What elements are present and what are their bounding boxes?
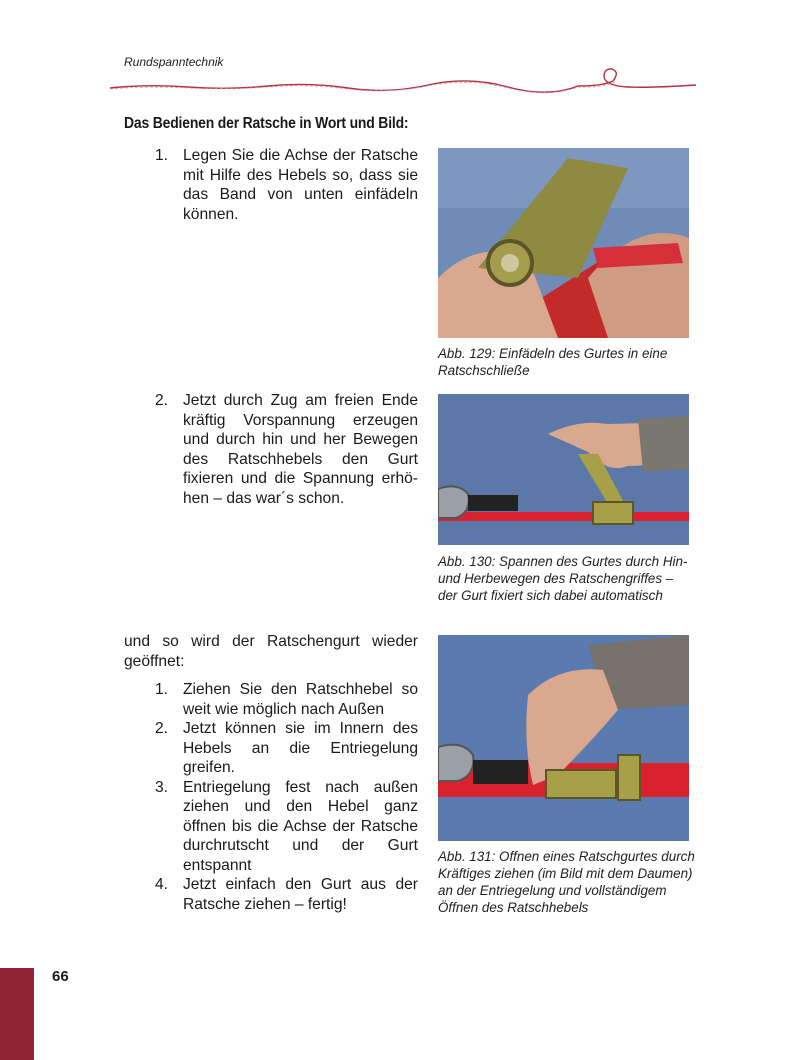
- figure-131-photo: [438, 635, 689, 841]
- step-text: Ziehen Sie den Ratschhebel so weit wie möglich nach Außen: [183, 681, 418, 718]
- list-item: [155, 875, 418, 914]
- step-number: 3.: [155, 778, 169, 796]
- step-text: Entriegelung fest nach außen ziehen und den Hebel ganz öffnen bis die Achse der Ratsche durchrutscht und der Gurt entspannt: [183, 778, 418, 874]
- step-number: 2.: [155, 720, 169, 737]
- list-item: [155, 680, 418, 719]
- steps-list-release: [155, 680, 418, 914]
- running-head: Rundspanntechnik: [124, 55, 224, 69]
- step-number: 1.: [155, 681, 169, 698]
- rope-divider: [108, 64, 698, 100]
- figure-130-caption: Abb. 130: Spannen des Gurtes durch Hin- und Herbewegen des Ratschengriffes – der Gurt fixiert sich dabei automatisch: [438, 554, 688, 603]
- ratchet-threading-image: [438, 148, 689, 338]
- section-title: Das Bedienen der Ratsche in Wort und Bild:: [124, 115, 409, 132]
- steps-list-tension: [155, 391, 418, 508]
- figure-129-caption: Abb. 129: Einfädeln des Gurtes in eine Ratschschließe: [438, 346, 668, 378]
- figure-129-photo: [438, 148, 689, 338]
- page-edge-tab: [0, 968, 34, 1060]
- list-item: [155, 391, 418, 508]
- step-text: Jetzt durch Zug am freien Ende kräftig Vorspannung erzeugen und durch hin und her Bewegen des Ratschhebels den Gurt fixieren und die Spannung erhöhen – das war´s schon.: [183, 392, 418, 507]
- step-text: Legen Sie die Achse der Ratsche mit Hilfe des Hebels so, dass sie das Band von unten einfädeln können.: [183, 147, 418, 223]
- list-item: [155, 719, 418, 778]
- steps-list-insert: [155, 146, 418, 224]
- intro-paragraph: und so wird der Ratschengurt wieder geöffnet:: [124, 633, 418, 670]
- ratchet-tensioning-image: [438, 394, 689, 545]
- list-item: [155, 146, 418, 224]
- step-text: Jetzt einfach den Gurt aus der Ratsche ziehen – fertig!: [183, 876, 418, 913]
- ratchet-release-image: [438, 635, 689, 841]
- step-number: 4.: [155, 876, 169, 893]
- step-number: 2.: [155, 392, 169, 409]
- figure-131-caption: Abb. 131: Offnen eines Ratschgurtes durch Kräftiges ziehen (im Bild mit dem Daumen) an der Entriegelung und vollständigem Öffnen des Ratschhebels: [438, 849, 695, 915]
- figure-130-photo: [438, 394, 689, 545]
- list-item: [155, 778, 418, 876]
- step-text: Jetzt können sie im Innern des Hebels an die Entriegelung greifen.: [183, 720, 418, 776]
- page-number: 66: [52, 968, 69, 985]
- step-number: 1.: [155, 147, 169, 164]
